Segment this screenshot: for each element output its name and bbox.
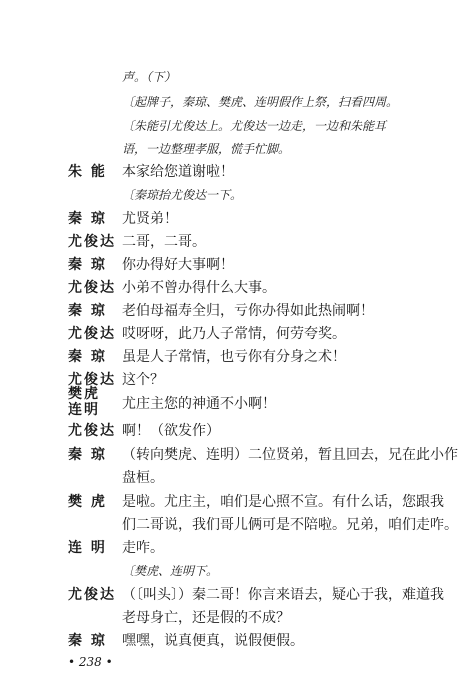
line-text: 是啦。尤庄主，咱们是心照不宣。有什么话，您跟我 [122,494,444,510]
line-text: 本家给您道谢啦！ [122,164,234,180]
line-text: 〔秦琼抬尤俊达一下。 [122,188,243,202]
line-text: 哎呀呀，此乃人子常情，何劳夸奖。 [122,326,346,342]
speaker-name: 秦 琼 [68,257,107,273]
speaker-name: 连明 [68,402,100,418]
speaker-name-dual [68,386,120,418]
dialogue-line [0,631,475,653]
line-text: 虽是人子常情，也亏你有分身之术！ [122,349,346,365]
speaker-name: 樊虎 [68,386,100,402]
dialogue-continuation [0,608,475,630]
dialogue-line [0,232,475,254]
line-text: 老母身亡，还是假的不成？ [122,610,290,626]
dialogue-line [0,209,475,231]
speaker-name: 秦 琼 [68,349,107,365]
line-text: 盘桓。 [122,470,164,486]
stage-direction [0,92,475,114]
speaker-name: 秦 琼 [68,211,107,227]
speaker-name: 尤俊达 [68,326,116,342]
line-text: 老伯母福寿全归，亏你办得如此热闹啊！ [122,303,374,319]
speaker-name: 尤俊达 [68,372,116,388]
line-text: 你办得好大事啊！ [122,257,234,273]
speaker-name: 秦 琼 [68,303,107,319]
dialogue-line [0,278,475,300]
line-text: 语，一边整理孝服，慌手忙脚。 [122,142,291,156]
line-text: 们二哥说，我们哥儿俩可是不陪啦。兄弟，咱们走咋。 [122,517,458,533]
stage-direction [0,185,475,207]
line-text: 尤贤弟！ [122,211,178,227]
speaker-name: 连 明 [68,540,107,556]
dialogue-line [0,255,475,277]
stage-direction [0,67,475,89]
dialogue-line [0,347,475,369]
speaker-name: 尤俊达 [68,587,116,603]
speaker-name: 秦 琼 [68,633,107,649]
line-text: 〔朱能引尤俊达上。尤俊达一边走，一边和朱能耳 [122,119,387,133]
speaker-name: 樊 虎 [68,494,107,510]
line-text: 走咋。 [122,540,164,556]
dialogue-line [0,421,475,443]
line-text: （〔叫头〕）秦二哥！你言来语去，疑心于我，难道我 [122,587,444,603]
dialogue-line [0,301,475,323]
line-text: 二哥，二哥。 [122,234,206,250]
dialogue-line [0,585,475,607]
stage-direction [0,561,475,583]
stage-direction [0,116,475,138]
speaker-name: 尤俊达 [68,423,116,439]
dialogue-continuation [0,515,475,537]
line-text: 〔樊虎、连明下。 [122,564,219,578]
line-text: 啊！（欲发作） [122,423,220,439]
line-text: 这个？ [122,372,164,388]
line-text: 嘿嘿，说真便真，说假便假。 [122,633,304,649]
page-number: • 238 • [68,655,113,669]
line-text: 小弟不曾办得什么大事。 [122,280,276,296]
dialogue-continuation [0,468,475,490]
speaker-name: 尤俊达 [68,234,116,250]
dialogue-line-dual-speaker [0,386,475,422]
line-text: 尤庄主您的神通不小啊！ [122,396,276,412]
dialogue-line [0,324,475,346]
line-text: 声。（下） [122,70,177,84]
speaker-name: 朱 能 [68,164,107,180]
dialogue-line [0,445,475,467]
speaker-name: 秦 琼 [68,447,107,463]
dialogue-line [0,538,475,560]
dialogue-line [0,162,475,184]
dialogue-line [0,492,475,514]
stage-direction [0,139,475,161]
speaker-name: 尤俊达 [68,280,116,296]
line-text: （转向樊虎、连明）二位贤弟，暂且回去，兄在此小作 [122,447,458,463]
line-text: 〔起牌子，秦琼、樊虎、连明假作上祭，扫看四周。 [122,95,399,109]
